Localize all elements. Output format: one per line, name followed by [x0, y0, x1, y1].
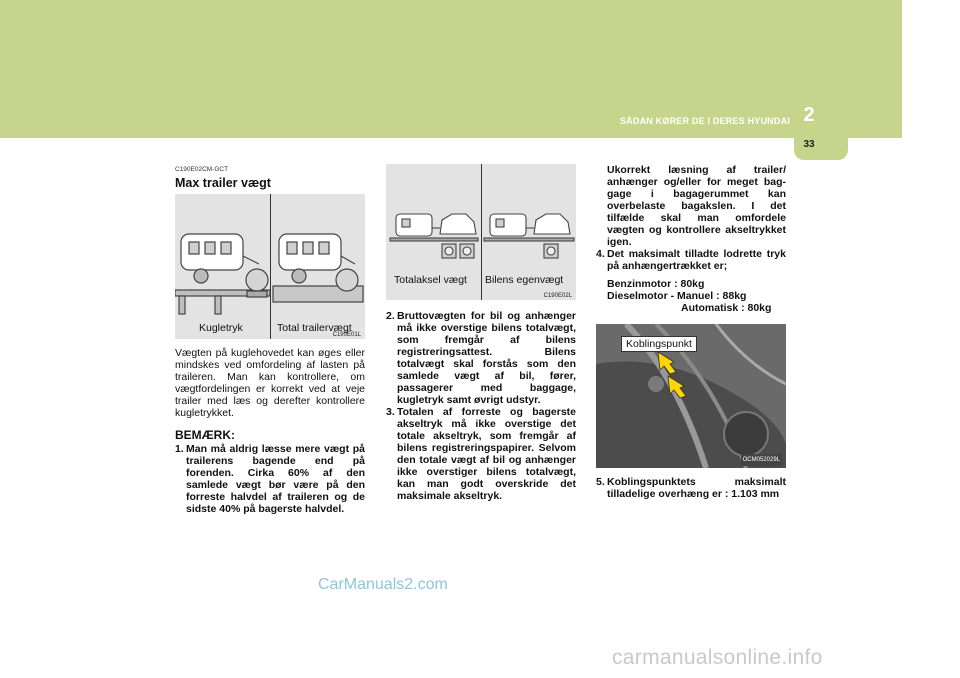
- note-title: BEMÆRK:: [175, 428, 235, 442]
- caption-total-trailer-weight: Total trailervægt: [277, 322, 352, 334]
- column-2: [386, 164, 576, 502]
- column-3: [596, 164, 786, 500]
- weight-diesel-manual: Dieselmotor - Manuel : 88kg: [607, 290, 747, 302]
- chapter-title: SÅDAN KØRER DE I DERES HYUNDAI: [619, 116, 790, 126]
- list-item: 3. Totalen af forreste og bagerste akseltryk må ikke overstige det totale akseltryk, som fremgår af bilens registreringspapirer. Selvom den totale vægt af bil og anhænger ikke overstiger bilens totalvægt, kan man godt overskride det maksimale akseltryk.: [386, 406, 576, 502]
- figure-code: C190E01L: [332, 332, 361, 338]
- figure-divider: [270, 194, 271, 339]
- list-item: 2. Bruttovægten for bil og anhænger må ikke overstige bilens totalvægt, som fremgår af bilens registreringsattest. Bilens totalvægt skal forstås som den samlede vægt af bil, fører, passagerer med baggage, kugletryk samt øvrigt udstyr.: [386, 310, 576, 406]
- paragraph-weight-distribution: Vægten på kuglehovedet kan øges eller mindskes ved omfordeling af lasten på traileren. Man kan kontrollere, om vægtfordelingen er korrekt ved at veje trailer med læs og derefter kontrollere kugletrykket.: [175, 347, 365, 419]
- list-item: 5. Koblingspunktets maksimalt tilladelige overhæng er : 1.103 mm: [596, 476, 786, 500]
- figure-divider: [481, 164, 482, 300]
- figure-code: OCM052029L: [741, 454, 782, 466]
- numbered-list: [596, 476, 786, 500]
- weight-diesel-automatic: Automatisk : 80kg: [681, 302, 772, 314]
- section-code: C190E02CM-GCT: [175, 166, 229, 173]
- figure-coupling-point: [596, 324, 786, 468]
- list-item: 1. Man må aldrig læsse mere vægt på trailerens bagende end på forenden. Cirka 60% af den samlede vægt bør være på den forreste halvdel af traileren og de sidste 40% på bagerste halvdel.: [175, 443, 365, 515]
- numbered-list: [596, 248, 786, 272]
- paragraph-overload-warning: Ukorrekt læsning af trailer/ anhænger og/eller for meget bag- gage i bagagerummet kan overbelaste bagakslen. I det tilfælde skal man omfordele vægten og kontrollere akseltrykket igen.: [607, 164, 786, 248]
- weight-limits: [596, 278, 786, 314]
- caption-total-axle-weight: Totalaksel vægt: [394, 274, 467, 286]
- page-number: 33: [803, 139, 815, 150]
- note-list: [175, 443, 365, 515]
- numbered-list: [386, 310, 576, 502]
- caption-vehicle-weight: Bilens egenvægt: [485, 274, 564, 286]
- coupling-point-label: Koblingspunkt: [621, 336, 697, 352]
- column-1: [175, 164, 365, 515]
- weight-petrol: Benzinmotor : 80kg: [607, 278, 705, 290]
- figure-axle-weight: [386, 164, 576, 300]
- section-title: Max trailer vægt: [175, 176, 271, 190]
- figure-code: C190E02L: [543, 293, 572, 299]
- watermark-carmanuals2: CarManuals2.com: [318, 576, 448, 593]
- list-item: 4. Det maksimalt tilladte lodrette tryk på anhængertrækket er;: [596, 248, 786, 272]
- figure-tongue-weight: [175, 194, 365, 339]
- watermark-carmanualsonline: carmanualsonline.info: [612, 646, 823, 669]
- caption-tongue-weight: Kugletryk: [199, 322, 243, 334]
- chapter-number: 2: [803, 104, 815, 126]
